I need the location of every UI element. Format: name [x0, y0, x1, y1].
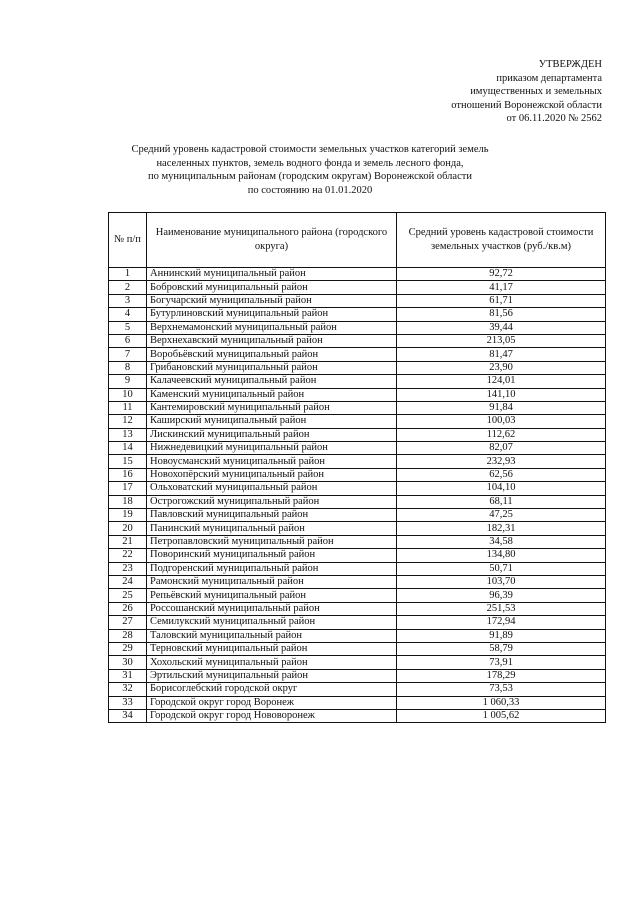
row-number: 25 [109, 589, 147, 602]
average-value: 104,10 [397, 482, 606, 495]
table-header-row [109, 213, 606, 268]
average-value: 100,03 [397, 415, 606, 428]
district-name: Бобровский муниципальный район [147, 281, 397, 294]
average-value: 178,29 [397, 669, 606, 682]
approval-department-region: отношений Воронежской области [451, 99, 602, 111]
row-number: 24 [109, 575, 147, 588]
district-name: Калачеевский муниципальный район [147, 375, 397, 388]
table-row [109, 522, 606, 535]
table-row [109, 401, 606, 414]
table-row [109, 268, 606, 281]
average-value: 232,93 [397, 455, 606, 468]
table-row [109, 616, 606, 629]
average-value: 112,62 [397, 428, 606, 441]
average-value: 134,80 [397, 549, 606, 562]
approval-block [451, 58, 602, 126]
row-number: 18 [109, 495, 147, 508]
average-value: 96,39 [397, 589, 606, 602]
average-value: 81,56 [397, 308, 606, 321]
table-row [109, 388, 606, 401]
district-name: Новоусманский муниципальный район [147, 455, 397, 468]
table-row [109, 281, 606, 294]
row-number: 1 [109, 268, 147, 281]
row-number: 23 [109, 562, 147, 575]
district-name: Городской округ город Воронеж [147, 696, 397, 709]
row-number: 16 [109, 468, 147, 481]
district-name: Панинский муниципальный район [147, 522, 397, 535]
table-row [109, 495, 606, 508]
table-row [109, 683, 606, 696]
district-name: Верхнехавский муниципальный район [147, 334, 397, 347]
header-number: № п/п [109, 213, 147, 268]
district-name: Семилукский муниципальный район [147, 616, 397, 629]
district-name: Каширский муниципальный район [147, 415, 397, 428]
row-number: 28 [109, 629, 147, 642]
document-title [110, 143, 510, 197]
table-row [109, 589, 606, 602]
average-value: 182,31 [397, 522, 606, 535]
district-name: Лискинский муниципальный район [147, 428, 397, 441]
row-number: 15 [109, 455, 147, 468]
table-row [109, 696, 606, 709]
approval-department-line: имущественных и земельных [470, 86, 602, 98]
average-value: 68,11 [397, 495, 606, 508]
row-number: 33 [109, 696, 147, 709]
row-number: 8 [109, 361, 147, 374]
table-row [109, 308, 606, 321]
average-value: 34,58 [397, 535, 606, 548]
table-row [109, 549, 606, 562]
average-value: 172,94 [397, 616, 606, 629]
district-name: Поворинский муниципальный район [147, 549, 397, 562]
row-number: 26 [109, 602, 147, 615]
row-number: 32 [109, 683, 147, 696]
title-line: Средний уровень кадастровой стоимости земельных участков категорий земель [131, 144, 489, 155]
table-row [109, 482, 606, 495]
average-value: 213,05 [397, 334, 606, 347]
table-row [109, 562, 606, 575]
row-number: 34 [109, 709, 147, 722]
average-value: 50,71 [397, 562, 606, 575]
district-name: Россошанский муниципальный район [147, 602, 397, 615]
row-number: 21 [109, 535, 147, 548]
average-value: 62,56 [397, 468, 606, 481]
table-row [109, 468, 606, 481]
table-row [109, 455, 606, 468]
average-value: 251,53 [397, 602, 606, 615]
approval-date-number: от 06.11.2020 № 2562 [506, 113, 602, 125]
table-row [109, 415, 606, 428]
district-name: Бутурлиновский муниципальный район [147, 308, 397, 321]
average-value: 61,71 [397, 294, 606, 307]
title-line: по муниципальным районам (городским округам) Воронежской области [148, 171, 472, 182]
table-row [109, 334, 606, 347]
table-body [109, 268, 606, 723]
table-row [109, 348, 606, 361]
header-district-name: Наименование муниципального района (городского округа) [147, 213, 397, 268]
average-value: 73,91 [397, 656, 606, 669]
district-name: Каменский муниципальный район [147, 388, 397, 401]
row-number: 7 [109, 348, 147, 361]
district-name: Терновский муниципальный район [147, 642, 397, 655]
table-row [109, 629, 606, 642]
row-number: 12 [109, 415, 147, 428]
table-row [109, 361, 606, 374]
district-name: Богучарский муниципальный район [147, 294, 397, 307]
district-name: Хохольский муниципальный район [147, 656, 397, 669]
table-row [109, 642, 606, 655]
cadastral-value-table [108, 212, 606, 723]
district-name: Репьёвский муниципальный район [147, 589, 397, 602]
district-name: Ольховатский муниципальный район [147, 482, 397, 495]
average-value: 23,90 [397, 361, 606, 374]
average-value: 58,79 [397, 642, 606, 655]
row-number: 13 [109, 428, 147, 441]
row-number: 3 [109, 294, 147, 307]
row-number: 11 [109, 401, 147, 414]
row-number: 30 [109, 656, 147, 669]
row-number: 17 [109, 482, 147, 495]
average-value: 91,89 [397, 629, 606, 642]
district-name: Городской округ город Нововоронеж [147, 709, 397, 722]
average-value: 124,01 [397, 375, 606, 388]
district-name: Борисоглебский городской округ [147, 683, 397, 696]
district-name: Рамонский муниципальный район [147, 575, 397, 588]
average-value: 141,10 [397, 388, 606, 401]
table-row [109, 509, 606, 522]
row-number: 9 [109, 375, 147, 388]
row-number: 31 [109, 669, 147, 682]
district-name: Петропавловский муниципальный район [147, 535, 397, 548]
average-value: 1 060,33 [397, 696, 606, 709]
district-name: Аннинский муниципальный район [147, 268, 397, 281]
row-number: 4 [109, 308, 147, 321]
approval-order-line: приказом департамента [496, 72, 602, 84]
district-name: Таловский муниципальный район [147, 629, 397, 642]
average-value: 82,07 [397, 442, 606, 455]
table-row [109, 602, 606, 615]
average-value: 81,47 [397, 348, 606, 361]
table-row [109, 428, 606, 441]
table-row [109, 321, 606, 334]
average-value: 39,44 [397, 321, 606, 334]
row-number: 2 [109, 281, 147, 294]
row-number: 5 [109, 321, 147, 334]
table-row [109, 442, 606, 455]
row-number: 14 [109, 442, 147, 455]
district-name: Кантемировский муниципальный район [147, 401, 397, 414]
row-number: 29 [109, 642, 147, 655]
district-name: Острогожский муниципальный район [147, 495, 397, 508]
row-number: 6 [109, 334, 147, 347]
average-value: 41,17 [397, 281, 606, 294]
table-row [109, 375, 606, 388]
average-value: 103,70 [397, 575, 606, 588]
district-name: Эртильский муниципальный район [147, 669, 397, 682]
average-value: 1 005,62 [397, 709, 606, 722]
header-average-value: Средний уровень кадастровой стоимости земельных участков (руб./кв.м) [397, 213, 606, 268]
row-number: 22 [109, 549, 147, 562]
district-name: Верхнемамонский муниципальный район [147, 321, 397, 334]
average-value: 47,25 [397, 509, 606, 522]
row-number: 10 [109, 388, 147, 401]
table-row [109, 535, 606, 548]
table-row [109, 575, 606, 588]
table-row [109, 709, 606, 722]
approval-status: УТВЕРЖДЕН [538, 59, 602, 70]
row-number: 27 [109, 616, 147, 629]
average-value: 73,53 [397, 683, 606, 696]
table-row [109, 656, 606, 669]
title-date: по состоянию на 01.01.2020 [247, 184, 373, 196]
district-name: Новохопёрский муниципальный район [147, 468, 397, 481]
district-name: Грибановский муниципальный район [147, 361, 397, 374]
district-name: Нижнедевицкий муниципальный район [147, 442, 397, 455]
district-name: Подгоренский муниципальный район [147, 562, 397, 575]
district-name: Воробьёвский муниципальный район [147, 348, 397, 361]
table-row [109, 669, 606, 682]
average-value: 91,84 [397, 401, 606, 414]
row-number: 20 [109, 522, 147, 535]
average-value: 92,72 [397, 268, 606, 281]
row-number: 19 [109, 509, 147, 522]
district-name: Павловский муниципальный район [147, 509, 397, 522]
title-line: населенных пунктов, земель водного фонда и земель лесного фонда, [156, 157, 464, 169]
table-row [109, 294, 606, 307]
